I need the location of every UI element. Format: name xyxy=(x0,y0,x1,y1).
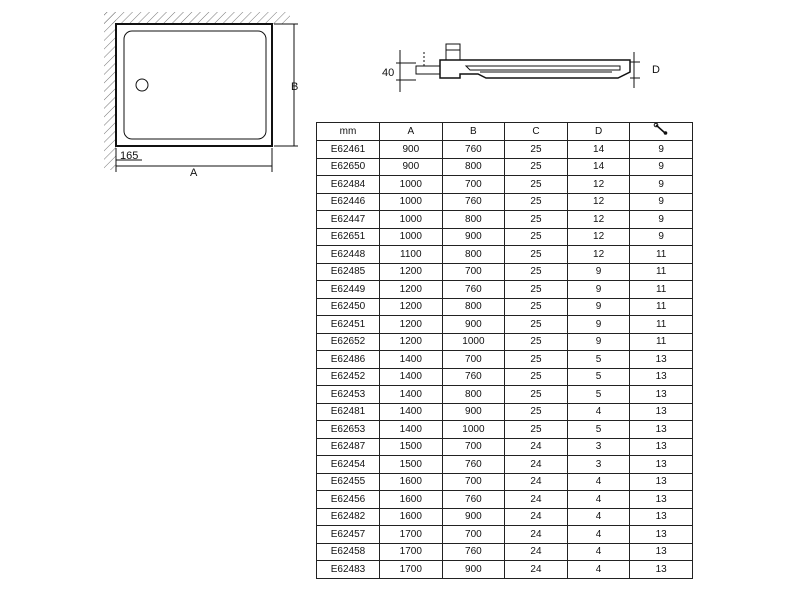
cell-dim-c: 25 xyxy=(505,421,568,439)
cell-fixing-count: 9 xyxy=(630,176,693,194)
cell-fixing-count: 11 xyxy=(630,263,693,281)
cell-dim-a: 1600 xyxy=(380,473,443,491)
cell-dim-c: 24 xyxy=(505,438,568,456)
depth-label: D xyxy=(652,64,660,76)
cell-model-code: E62651 xyxy=(317,228,380,246)
table-row xyxy=(317,158,693,176)
cell-model-code: E62653 xyxy=(317,421,380,439)
cell-dim-b: 1000 xyxy=(442,421,505,439)
drain-height-label: 40 xyxy=(382,67,395,79)
cell-dim-d: 12 xyxy=(567,193,630,211)
cell-model-code: E62455 xyxy=(317,473,380,491)
cell-model-code: E62446 xyxy=(317,193,380,211)
cell-dim-b: 900 xyxy=(442,508,505,526)
dim-b-label: B xyxy=(291,81,299,93)
cell-dim-b: 900 xyxy=(442,228,505,246)
cell-model-code: E62485 xyxy=(317,263,380,281)
col-header-c: C xyxy=(505,123,568,141)
cell-dim-a: 1200 xyxy=(380,333,443,351)
table-row xyxy=(317,246,693,264)
cell-model-code: E62482 xyxy=(317,508,380,526)
table-row xyxy=(317,526,693,544)
cell-model-code: E62453 xyxy=(317,386,380,404)
cell-dim-a: 1000 xyxy=(380,211,443,229)
cell-dim-b: 700 xyxy=(442,473,505,491)
cell-dim-a: 1600 xyxy=(380,491,443,509)
cell-dim-c: 25 xyxy=(505,246,568,264)
cell-dim-b: 1000 xyxy=(442,333,505,351)
table-row xyxy=(317,421,693,439)
cell-model-code: E62650 xyxy=(317,158,380,176)
cell-dim-a: 1100 xyxy=(380,246,443,264)
cell-dim-b: 900 xyxy=(442,403,505,421)
cell-dim-a: 1400 xyxy=(380,386,443,404)
cell-model-code: E62450 xyxy=(317,298,380,316)
cell-dim-b: 800 xyxy=(442,386,505,404)
cell-dim-a: 1000 xyxy=(380,193,443,211)
cell-dim-b: 900 xyxy=(442,316,505,334)
cell-dim-d: 5 xyxy=(567,386,630,404)
cell-dim-d: 5 xyxy=(567,351,630,369)
cell-dim-d: 9 xyxy=(567,263,630,281)
table-row xyxy=(317,543,693,561)
cell-fixing-count: 11 xyxy=(630,298,693,316)
cell-dim-d: 12 xyxy=(567,176,630,194)
cell-dim-c: 25 xyxy=(505,351,568,369)
cell-fixing-count: 13 xyxy=(630,473,693,491)
cell-dim-d: 4 xyxy=(567,526,630,544)
cell-dim-a: 900 xyxy=(380,158,443,176)
cell-dim-a: 900 xyxy=(380,141,443,159)
cell-dim-b: 700 xyxy=(442,263,505,281)
cell-model-code: E62447 xyxy=(317,211,380,229)
table-row xyxy=(317,473,693,491)
table-row xyxy=(317,263,693,281)
col-header-b: B xyxy=(442,123,505,141)
cell-dim-d: 5 xyxy=(567,368,630,386)
cell-dim-a: 1400 xyxy=(380,368,443,386)
cell-dim-b: 760 xyxy=(442,141,505,159)
cell-dim-b: 760 xyxy=(442,368,505,386)
cell-dim-b: 700 xyxy=(442,351,505,369)
cell-dim-a: 1700 xyxy=(380,526,443,544)
table-row xyxy=(317,298,693,316)
cell-dim-d: 9 xyxy=(567,281,630,299)
table-row xyxy=(317,333,693,351)
cell-dim-b: 800 xyxy=(442,158,505,176)
cell-dim-b: 760 xyxy=(442,281,505,299)
cell-dim-c: 25 xyxy=(505,211,568,229)
table-row xyxy=(317,316,693,334)
cell-dim-d: 12 xyxy=(567,228,630,246)
cell-fixing-count: 9 xyxy=(630,228,693,246)
cell-model-code: E62456 xyxy=(317,491,380,509)
cell-dim-a: 1200 xyxy=(380,298,443,316)
cell-dim-d: 14 xyxy=(567,158,630,176)
dim-a-label: A xyxy=(190,167,198,179)
cell-dim-a: 1200 xyxy=(380,281,443,299)
cell-dim-d: 12 xyxy=(567,246,630,264)
cell-model-code: E62484 xyxy=(317,176,380,194)
table-row xyxy=(317,403,693,421)
cell-dim-d: 9 xyxy=(567,316,630,334)
cell-fixing-count: 13 xyxy=(630,351,693,369)
cell-fixing-count: 13 xyxy=(630,386,693,404)
cell-dim-d: 5 xyxy=(567,421,630,439)
cell-dim-b: 760 xyxy=(442,543,505,561)
cell-dim-b: 700 xyxy=(442,176,505,194)
cell-dim-c: 25 xyxy=(505,333,568,351)
cell-dim-a: 1400 xyxy=(380,351,443,369)
cell-dim-c: 25 xyxy=(505,263,568,281)
cell-fixing-count: 11 xyxy=(630,333,693,351)
table-row xyxy=(317,491,693,509)
cell-dim-b: 760 xyxy=(442,193,505,211)
cell-dim-c: 25 xyxy=(505,228,568,246)
cell-model-code: E62451 xyxy=(317,316,380,334)
cell-dim-d: 3 xyxy=(567,438,630,456)
table-row xyxy=(317,176,693,194)
cell-fixing-count: 9 xyxy=(630,158,693,176)
table-row xyxy=(317,141,693,159)
drain-offset-label: 165 xyxy=(120,150,139,162)
cell-dim-c: 25 xyxy=(505,386,568,404)
cell-dim-c: 25 xyxy=(505,316,568,334)
cell-dim-d: 14 xyxy=(567,141,630,159)
cell-dim-c: 24 xyxy=(505,543,568,561)
cell-dim-b: 800 xyxy=(442,246,505,264)
cell-dim-c: 25 xyxy=(505,403,568,421)
cell-fixing-count: 9 xyxy=(630,141,693,159)
table-row xyxy=(317,228,693,246)
cell-dim-c: 25 xyxy=(505,281,568,299)
cell-dim-b: 700 xyxy=(442,438,505,456)
col-header-d: D xyxy=(567,123,630,141)
cell-model-code: E62452 xyxy=(317,368,380,386)
table-row xyxy=(317,456,693,474)
cell-model-code: E62448 xyxy=(317,246,380,264)
cell-dim-a: 1400 xyxy=(380,403,443,421)
cell-dim-b: 760 xyxy=(442,456,505,474)
cell-fixing-count: 9 xyxy=(630,193,693,211)
cell-dim-d: 4 xyxy=(567,403,630,421)
cell-dim-b: 900 xyxy=(442,561,505,579)
cell-fixing-count: 13 xyxy=(630,421,693,439)
table-row xyxy=(317,281,693,299)
cell-model-code: E62461 xyxy=(317,141,380,159)
cell-dim-c: 24 xyxy=(505,473,568,491)
cell-dim-d: 9 xyxy=(567,333,630,351)
cell-dim-d: 3 xyxy=(567,456,630,474)
table-row xyxy=(317,351,693,369)
cell-model-code: E62458 xyxy=(317,543,380,561)
cell-dim-d: 4 xyxy=(567,491,630,509)
cell-fixing-count: 13 xyxy=(630,561,693,579)
cell-dim-d: 4 xyxy=(567,561,630,579)
table-row xyxy=(317,368,693,386)
cell-dim-a: 1700 xyxy=(380,561,443,579)
cell-dim-b: 760 xyxy=(442,491,505,509)
cell-fixing-count: 11 xyxy=(630,246,693,264)
cell-fixing-count: 11 xyxy=(630,316,693,334)
cell-dim-a: 1400 xyxy=(380,421,443,439)
table-row xyxy=(317,193,693,211)
cell-model-code: E62449 xyxy=(317,281,380,299)
cell-dim-d: 4 xyxy=(567,543,630,561)
cell-dim-c: 24 xyxy=(505,508,568,526)
table-row xyxy=(317,438,693,456)
cell-dim-a: 1000 xyxy=(380,228,443,246)
cell-model-code: E62483 xyxy=(317,561,380,579)
cell-dim-b: 700 xyxy=(442,526,505,544)
cell-dim-c: 25 xyxy=(505,193,568,211)
table-row xyxy=(317,211,693,229)
cell-dim-a: 1500 xyxy=(380,438,443,456)
cell-dim-a: 1500 xyxy=(380,456,443,474)
cell-dim-a: 1700 xyxy=(380,543,443,561)
cell-model-code: E62486 xyxy=(317,351,380,369)
dimensions-table xyxy=(316,122,693,579)
table-row xyxy=(317,508,693,526)
cell-fixing-count: 13 xyxy=(630,491,693,509)
drain-trap xyxy=(446,44,460,60)
cell-dim-d: 4 xyxy=(567,508,630,526)
cell-model-code: E62487 xyxy=(317,438,380,456)
cell-dim-a: 1600 xyxy=(380,508,443,526)
cell-model-code: E62481 xyxy=(317,403,380,421)
cell-fixing-count: 9 xyxy=(630,211,693,229)
cell-dim-a: 1200 xyxy=(380,316,443,334)
cell-dim-c: 25 xyxy=(505,158,568,176)
cell-fixing-count: 13 xyxy=(630,403,693,421)
cell-fixing-count: 11 xyxy=(630,281,693,299)
table-header-row xyxy=(317,123,693,141)
cell-fixing-count: 13 xyxy=(630,456,693,474)
cell-dim-c: 25 xyxy=(505,141,568,159)
cell-fixing-count: 13 xyxy=(630,526,693,544)
waste-pipe xyxy=(416,66,442,74)
cell-dim-c: 25 xyxy=(505,176,568,194)
cell-model-code: E62454 xyxy=(317,456,380,474)
col-header-a: A xyxy=(380,123,443,141)
cell-dim-b: 800 xyxy=(442,298,505,316)
cell-dim-d: 9 xyxy=(567,298,630,316)
cell-dim-d: 4 xyxy=(567,473,630,491)
wrench-icon xyxy=(653,123,669,135)
cell-dim-c: 25 xyxy=(505,368,568,386)
cell-dim-c: 25 xyxy=(505,298,568,316)
cell-dim-c: 24 xyxy=(505,491,568,509)
cell-dim-a: 1000 xyxy=(380,176,443,194)
col-header-wrench xyxy=(630,123,693,141)
cell-fixing-count: 13 xyxy=(630,543,693,561)
col-header-mm: mm xyxy=(317,123,380,141)
cell-dim-d: 12 xyxy=(567,211,630,229)
cell-dim-a: 1200 xyxy=(380,263,443,281)
cell-fixing-count: 13 xyxy=(630,508,693,526)
cell-dim-b: 800 xyxy=(442,211,505,229)
cell-dim-c: 24 xyxy=(505,526,568,544)
cell-model-code: E62652 xyxy=(317,333,380,351)
cell-fixing-count: 13 xyxy=(630,368,693,386)
table-row xyxy=(317,386,693,404)
cell-model-code: E62457 xyxy=(317,526,380,544)
cell-dim-c: 24 xyxy=(505,456,568,474)
cell-dim-c: 24 xyxy=(505,561,568,579)
table-row xyxy=(317,561,693,579)
cell-fixing-count: 13 xyxy=(630,438,693,456)
